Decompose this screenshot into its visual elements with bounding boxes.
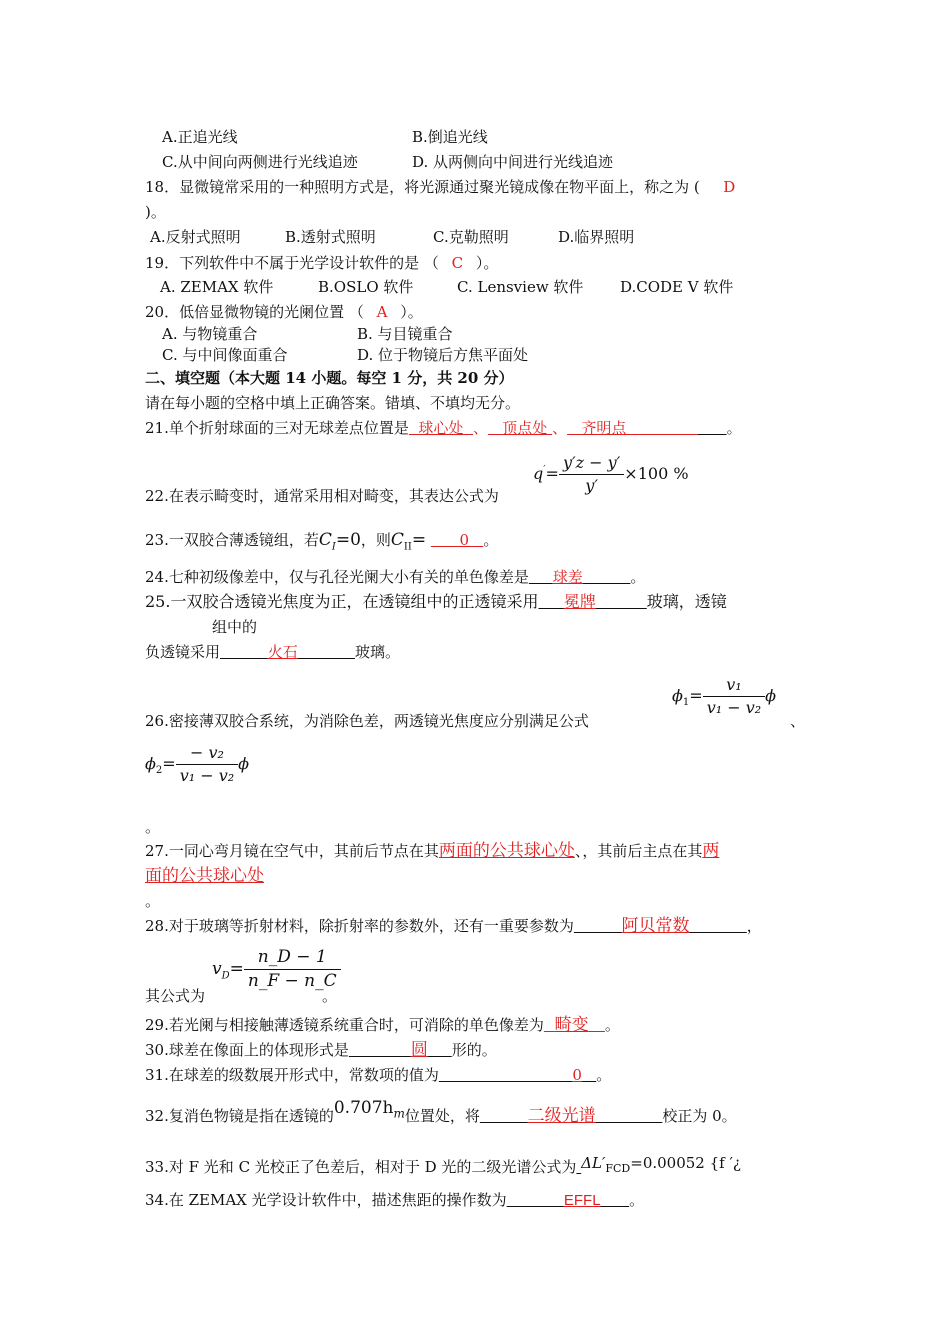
q18-answer: D: [723, 178, 736, 196]
q20-tail: ）。: [400, 303, 423, 321]
q22-text: 22.在表示畸变时，通常采用相对畸变，其表达公式为: [145, 487, 499, 505]
q28-text: 28.对于玻璃等折射材料，除折射率的参数外，还有一重要参数为: [145, 917, 574, 935]
q28-answer: 阿贝常数: [621, 916, 690, 936]
q32-value: $0.707h_m$: [333, 1098, 405, 1121]
q25-text-1: 25.一双胶合透镜光焦度为正，在透镜组中的正透镜采用: [145, 592, 539, 611]
q25-text-3: 负透镜采用: [145, 643, 221, 661]
q18-option-d: D.临界照明: [558, 228, 635, 246]
q27-tail: 。: [145, 892, 161, 910]
q25-answer-1: 冕牌: [563, 592, 596, 611]
q26-text: 26.密接薄双胶合系统，为消除色差，两透镜光焦度应分别满足公式: [145, 712, 589, 730]
q21-sep-2: 、: [552, 419, 568, 437]
q20-option-d: D. 位于物镜后方焦平面处: [357, 346, 529, 364]
q32-question: [145, 1098, 737, 1131]
q30-answer: 圆: [410, 1040, 428, 1060]
q25-line-3: [145, 642, 400, 662]
q25-mid: 玻璃，透镜: [646, 592, 727, 611]
q31-answer: 0: [572, 1066, 582, 1084]
q31-question: [145, 1065, 611, 1085]
q30-question: [145, 1040, 497, 1060]
q29-question: [145, 1015, 620, 1035]
q23-question: [145, 530, 498, 557]
q32-mid: 位置处，将: [404, 1107, 480, 1125]
q31-text: 31.在球差的级数展开形式中，常数项的值为: [145, 1066, 439, 1084]
q26-tail: 。: [145, 818, 161, 836]
q24-question: [145, 567, 645, 587]
q20-option-c: C. 与中间像面重合: [162, 346, 288, 364]
q19-tail: ）。: [475, 254, 499, 272]
q32-tail: 校正为 0。: [662, 1107, 737, 1125]
q19-answer: C: [451, 254, 464, 272]
q26-separator: 、: [790, 712, 806, 730]
q33-question: [145, 1154, 741, 1183]
q18-tail: )。: [145, 203, 166, 221]
q23-condition: $C_I=0$: [318, 530, 361, 553]
q23-c2: $C_{II}=$: [390, 530, 427, 553]
q25-tail: 玻璃。: [354, 643, 400, 661]
q17-option-c: C.从中间向两侧进行光线追迹: [162, 153, 358, 171]
q27-answer-2b: 面的公共球心处: [145, 866, 264, 886]
q29-answer: 畸变: [554, 1015, 589, 1035]
q32-answer: 二级光谱: [527, 1106, 596, 1126]
q19-text: 19．下列软件中不属于光学设计软件的是 （: [145, 254, 439, 272]
q18-text: 18．显微镜常采用的一种照明方式是，将光源通过聚光镜成像在物平面上，称之为 (: [145, 178, 700, 196]
q21-answer-2: 顶点处: [502, 419, 548, 437]
q27-answer-1: 两面的公共球心处: [438, 841, 575, 861]
q29-text: 29.若光阑与相接触薄透镜系统重合时，可消除的单色像差为: [145, 1016, 544, 1034]
q23-text: 23.一双胶合薄透镜组，若: [145, 531, 319, 549]
q26-formula-1: $\phi_1=$ $\frac{\text{v₁}}{\text{v₁ − v₂}}$ ϕ: [672, 675, 777, 717]
q27-text: 27.一同心弯月镜在空气中，其前后节点在其: [145, 842, 439, 860]
q21-answer-1: 球心处: [418, 419, 464, 437]
q20-question: [145, 302, 423, 322]
q20-option-b: B. 与目镜重合: [357, 325, 453, 343]
q23-answer: 0: [459, 531, 470, 549]
section-instruction: 请在每小题的空格中填上正确答案。错填、不填均无分。: [145, 394, 521, 412]
q18-option-c: C.克勒照明: [433, 228, 509, 246]
q19-question: [145, 253, 498, 273]
q22-formula: q′= $\frac{y'z - y'}{y'}$ ×100 %: [533, 453, 689, 495]
q25-text-2: 组中的: [212, 618, 258, 636]
q27-mid: 、，其前后主点在其: [574, 842, 703, 860]
q21-tail: 。: [726, 419, 742, 437]
q19-option-d: D.CODE V 软件: [620, 278, 734, 296]
q25-question: [145, 592, 727, 612]
q27-line-2: [145, 866, 264, 886]
q20-answer: A: [376, 303, 388, 321]
q34-text: 34.在 ZEMAX 光学设计软件中，描述焦距的操作数为: [145, 1191, 507, 1209]
q25-answer-2: 火石: [267, 643, 298, 661]
q28-question: [145, 916, 762, 936]
q28-text-2: 其公式为: [145, 987, 206, 1005]
q34-answer: EFFL: [563, 1192, 601, 1209]
q18-option-b: B.透射式照明: [285, 228, 376, 246]
q27-answer-2a: 两: [702, 841, 720, 861]
q21-text: 21.单个折射球面的三对无球差点位置是: [145, 419, 409, 437]
q19-option-a: A. ZEMAX 软件: [160, 278, 274, 296]
q34-question: [145, 1190, 644, 1211]
q32-text: 32.复消色物镜是指在透镜的: [145, 1107, 334, 1125]
q17-option-b: B.倒追光线: [412, 128, 488, 146]
q24-text: 24.七种初级像差中，仅与孔径光阑大小有关的单色像差是: [145, 568, 529, 586]
q18-option-a: A.反射式照明: [150, 228, 241, 246]
q18-question: [145, 177, 735, 197]
q23-mid: ，则: [360, 531, 391, 549]
q20-option-a: A. 与物镜重合: [162, 325, 258, 343]
q28-formula: $v_D=$ $\frac{n\_D - 1}{n\_F - n\_C}$: [212, 946, 341, 993]
q20-text: 20．低倍显微物镜的光阑位置 （: [145, 303, 364, 321]
q23-tail: 。: [483, 531, 499, 549]
q24-answer: 球差: [552, 568, 583, 586]
q30-text: 30.球差在像面上的体现形式是: [145, 1041, 349, 1059]
q29-tail: 。: [604, 1016, 620, 1034]
q19-option-c: C. Lensview 软件: [457, 278, 584, 296]
q33-text: 33.对 F 光和 C 光校正了色差后，相对于 D 光的二级光谱公式为: [145, 1158, 577, 1176]
q26-formula-2: $\phi_2=$ $\frac{\text{− v₂}}{\text{v₁ − v₂}}$ ϕ: [145, 743, 250, 785]
q17-option-a: A.正追光线: [162, 128, 238, 146]
q24-tail: 。: [630, 568, 646, 586]
q28-tail-2: 。: [322, 987, 338, 1005]
q34-tail: 。: [629, 1191, 645, 1209]
q31-tail: 。: [596, 1066, 612, 1084]
q33-formula: $\Delta L'_{FCD}=0.00052$ {f ′¿: [581, 1154, 741, 1175]
q19-option-b: B.OSLO 软件: [318, 278, 414, 296]
q28-tail: ，: [746, 917, 762, 935]
q21-question: [145, 418, 742, 438]
q21-sep-1: 、: [472, 419, 488, 437]
q17-option-d: D. 从两侧向中间进行光线追迹: [412, 153, 614, 171]
q21-answer-3: 齐明点: [581, 419, 627, 437]
q30-tail: 形的。: [451, 1041, 497, 1059]
section-title: 二、填空题（本大题 14 小题。每空 1 分，共 20 分）: [145, 369, 514, 387]
q27-question: [145, 841, 719, 861]
